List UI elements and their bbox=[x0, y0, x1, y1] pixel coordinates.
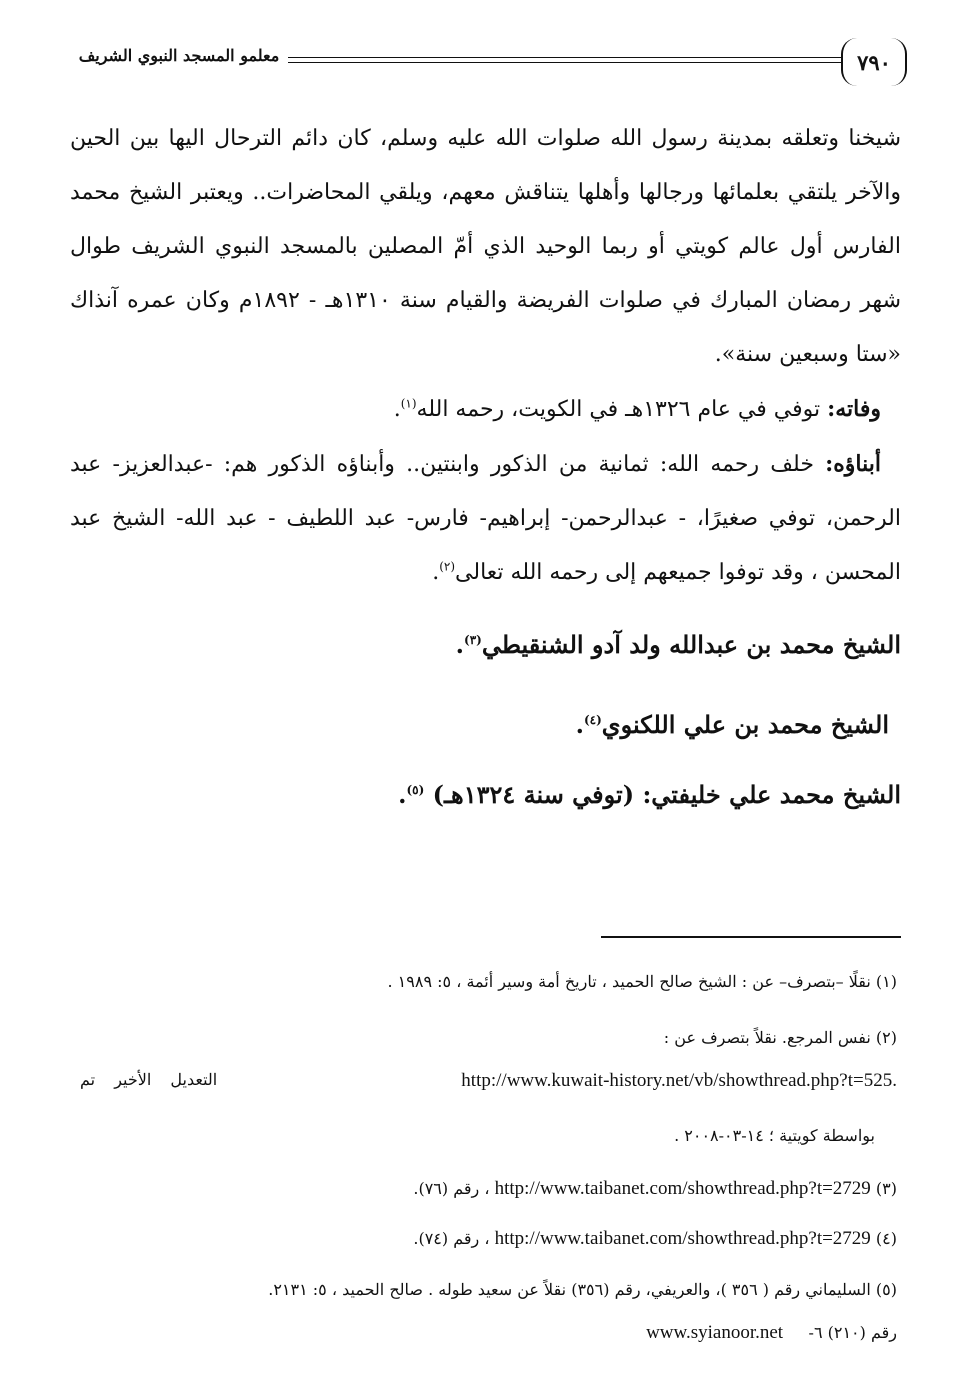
footnote-ref-3: (٣) bbox=[464, 633, 482, 647]
death-label: وفاته: bbox=[827, 396, 881, 422]
footnote-3: (٣) http://www.taibanet.com/showthread.php?t=2729 ، رقم (٧٦). bbox=[413, 1178, 897, 1199]
death-text: توفي في عام ١٣٢٦هـ في الكويت، رحمه الله bbox=[416, 397, 828, 422]
footnote-2-url-line bbox=[80, 1070, 897, 1092]
footnote-2-continuation: بواسطة كويتية ؛ ١٤-٠٣-٢٠٠٨ . bbox=[674, 1126, 875, 1145]
footnote-2-url[interactable]: http://www.kuwait-history.net/vb/showthread.php?t=525. bbox=[461, 1070, 897, 1091]
heading-laknawi: الشيخ محمد بن علي اللكنوي$^{(٤)}$. bbox=[575, 710, 889, 739]
sons-label: أبناؤه: bbox=[825, 451, 881, 477]
footnote-ref-4: (٤) bbox=[583, 713, 602, 727]
footnote-5: (٥) السليماني رقم ( ٣٥٦ )، والعريفي، رقم (٣٥٦) نقلاً عن سعيد طوله . صالح الحميد ، ٥: ٢١٣١. bbox=[268, 1280, 897, 1299]
footnote-separator bbox=[601, 936, 901, 938]
footnote-ref-2: (٢) bbox=[439, 559, 456, 574]
paragraph-intro: شيخنا وتعلقه بمدينة رسول الله صلوات الله عليه وسلم، كان دائم الترحال اليها بين الحين والآخر يلتقي بعلمائها ورجالها وأهلها يتناقش معهم، ويلقي المحاضرات.. ويعتبر الشيخ محمد الفارس أول عالم كويتي أو ربما الوحيد الذي أمّ المصلين بالمسجد النبوي الشريف طوال شهر رمضان المبارك في صلوات الفريضة والقيام سنة ١٣١٠هـ - ١٨٩٢م وكان عمره آنذاك «ستا وسبعين سنة». bbox=[70, 126, 902, 367]
sons-text: خلف رحمه الله: ثمانية من الذكور وابنتين.. وأبناؤه الذكور هم: -عبدالعزيز- عبد الرحمن، توفي صغيرًا، - عبدالرحمن- إبراهيم- فارس- عبد اللطيف - عبد الله- الشيخ عبد المحسن ، وقد توفوا جميعهم إلى رحمه الله تعالى bbox=[70, 452, 901, 585]
footnote-4: (٤) http://www.taibanet.com/showthread.php?t=2729 ، رقم (٧٤). bbox=[413, 1228, 897, 1249]
footnote-5-continuation: رقم (٢١٠) ٦- www.syianoor.net bbox=[646, 1322, 897, 1343]
paragraph-death: وفاته: توفي في عام ١٣٢٦هـ في الكويت، رحمه الله$^{(١)}$. bbox=[393, 396, 881, 422]
heading-khalifati: الشيخ محمد علي خليفتي: (توفي سنة ١٣٢٤هـ) $^{(٥)}$. bbox=[398, 780, 901, 809]
footnote-3-url[interactable]: http://www.taibanet.com/showthread.php?t=2729 bbox=[494, 1178, 871, 1199]
footnote-2-note: التعديل الأخير تم bbox=[80, 1070, 218, 1089]
running-header bbox=[70, 38, 907, 90]
main-text bbox=[70, 112, 901, 600]
footnote-1: (١) نقلًا –بتصرف– عن : الشيخ صالح الحميد ، تاريخ أمة وسير أئمة ، ٥: ١٩٨٩ . bbox=[387, 972, 897, 991]
footnote-ref-5: (٥) bbox=[406, 783, 425, 797]
footnote-ref-1: (١) bbox=[400, 396, 417, 411]
paragraph-sons: أبناؤه: خلف رحمه الله: ثمانية من الذكور وابنتين.. وأبناؤه الذكور هم: -عبدالعزيز- عبد الرحمن، توفي صغيرًا، - عبدالرحمن- إبراهيم- فارس- عبد اللطيف - عبد الله- الشيخ عبد المحسن ، وقد توفوا جميعهم إلى رحمه الله تعالى$^{(٢)}$. bbox=[70, 451, 901, 585]
heading-shinqiti: الشيخ محمد بن عبدالله ولد آدو الشنقيطي$^{(٣)}$. bbox=[455, 630, 901, 659]
site-url[interactable]: www.syianoor.net bbox=[646, 1322, 784, 1343]
page-number: ٧٩٠ bbox=[841, 38, 907, 86]
footnote-2: (٢) نفس المرجع. نقلاً بتصرف عن : bbox=[663, 1028, 897, 1047]
header-rule bbox=[288, 57, 841, 63]
running-title: معلمو المسجد النبوي الشريف bbox=[78, 46, 280, 65]
footnote-4-url[interactable]: http://www.taibanet.com/showthread.php?t=2729 bbox=[494, 1228, 871, 1249]
